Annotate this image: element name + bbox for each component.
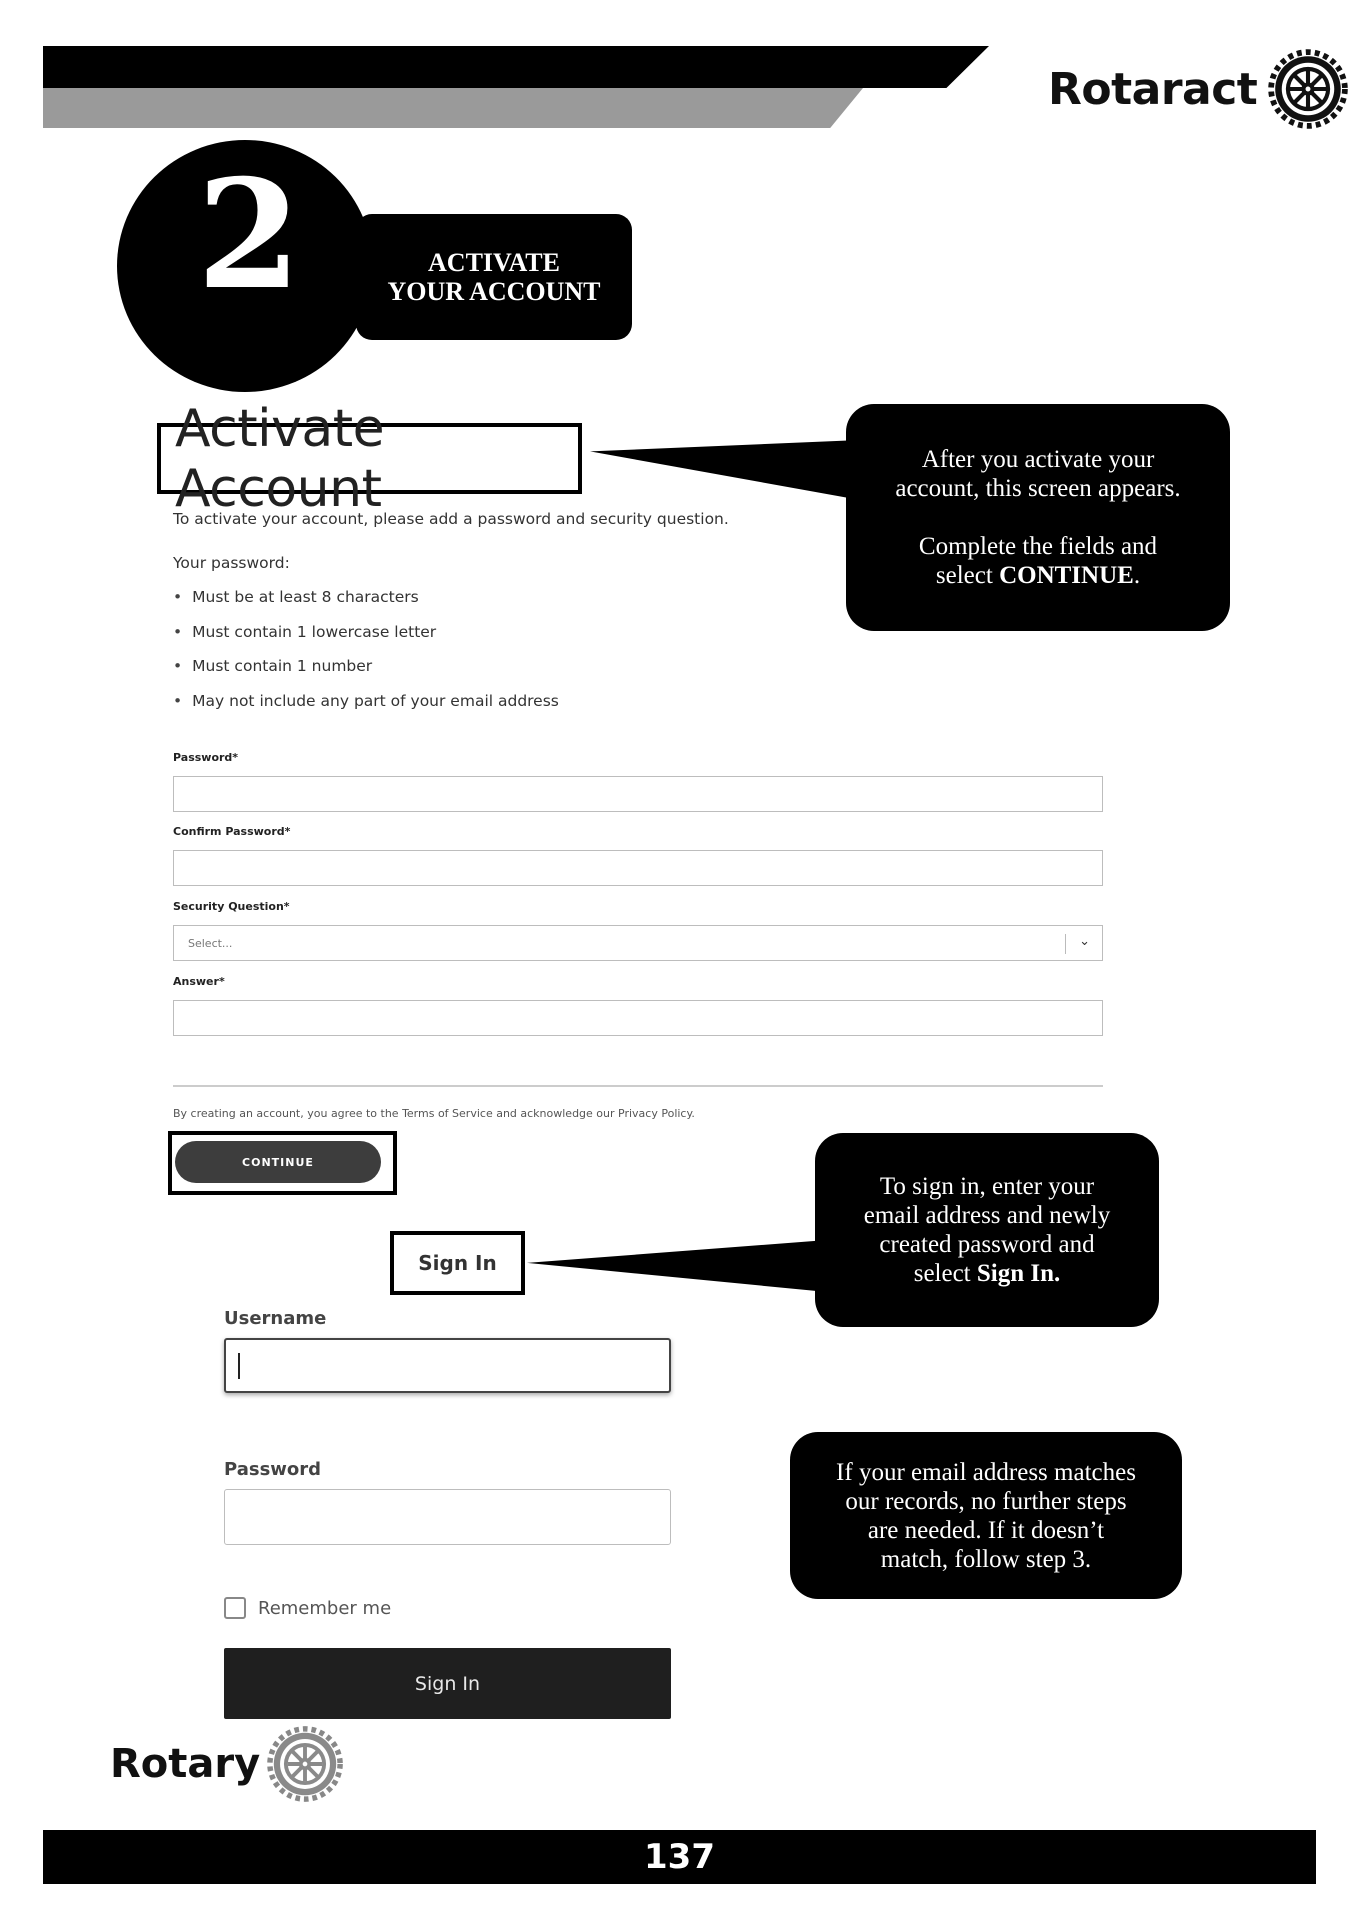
callout-pointer bbox=[527, 1240, 827, 1292]
sign-in-password-label: Password bbox=[224, 1459, 322, 1480]
rotary-logo bbox=[110, 1725, 344, 1803]
header-gray-bar bbox=[43, 88, 863, 128]
confirm-password-label: Confirm Password* bbox=[173, 825, 291, 838]
callout-email-match bbox=[790, 1432, 1182, 1599]
remember-me[interactable] bbox=[224, 1597, 391, 1619]
step-title-line-1: ACTIVATE bbox=[428, 248, 560, 277]
remember-me-label: Remember me bbox=[258, 1597, 392, 1619]
rotary-wheel-icon bbox=[1267, 48, 1349, 130]
callout-text: If your email address matches bbox=[836, 1458, 1136, 1486]
callout-text: are needed. If it doesn’t bbox=[867, 1516, 1105, 1544]
callout-text: match, follow step 3. bbox=[880, 1545, 1092, 1573]
password-rule: • Must be at least 8 characters bbox=[173, 588, 559, 623]
header-black-bar bbox=[43, 46, 989, 88]
callout-text: select bbox=[913, 1260, 977, 1287]
security-question-select[interactable] bbox=[173, 925, 1103, 961]
form-divider bbox=[173, 1085, 1103, 1087]
password-rules-heading: Your password: bbox=[173, 554, 290, 572]
callout-text: select bbox=[935, 562, 1000, 589]
step-title-line-2: YOUR ACCOUNT bbox=[387, 277, 601, 306]
password-rule: • Must contain 1 number bbox=[173, 657, 559, 692]
security-question-placeholder: Select... bbox=[188, 936, 233, 950]
callout-text: account, this screen appears. bbox=[895, 475, 1181, 502]
activate-account-title: Activate Account bbox=[175, 398, 385, 519]
callout-activate bbox=[846, 404, 1230, 631]
step-title-pill bbox=[356, 214, 632, 340]
password-field[interactable] bbox=[173, 776, 1103, 812]
sign-in-title: Sign In bbox=[418, 1251, 497, 1275]
activate-intro: To activate your account, please add a password and security question. bbox=[173, 510, 729, 528]
callout-text: our records, no further steps bbox=[845, 1487, 1127, 1515]
page-footer bbox=[43, 1830, 1316, 1884]
callout-text: After you activate your bbox=[921, 446, 1155, 473]
terms-text: By creating an account, you agree to the Terms of Service and acknowledge our Privacy Policy. bbox=[173, 1107, 695, 1120]
activate-account-title-box bbox=[157, 398, 582, 519]
confirm-password-field[interactable] bbox=[173, 850, 1103, 886]
callout-text-line bbox=[936, 561, 1140, 590]
security-question-label: Security Question* bbox=[173, 900, 290, 913]
rotary-wordmark: Rotary bbox=[110, 1741, 261, 1787]
callout-text: . bbox=[1133, 562, 1141, 589]
sign-in-title-box bbox=[390, 1231, 525, 1295]
remember-me-checkbox[interactable] bbox=[224, 1597, 246, 1619]
sign-in-password-input[interactable] bbox=[224, 1489, 671, 1545]
callout-text-line bbox=[914, 1259, 1061, 1288]
username-input[interactable] bbox=[224, 1338, 671, 1393]
select-divider bbox=[1065, 934, 1066, 954]
rotaract-logo bbox=[1048, 48, 1349, 130]
password-rules-list bbox=[173, 588, 559, 726]
continue-button[interactable]: CONTINUE bbox=[175, 1141, 381, 1183]
sign-in-button[interactable]: Sign In bbox=[224, 1648, 671, 1719]
callout-text: To sign in, enter your bbox=[879, 1173, 1095, 1200]
chevron-down-icon[interactable]: ⌄ bbox=[1079, 934, 1090, 949]
callout-text: email address and newly bbox=[863, 1202, 1111, 1229]
rotaract-wordmark: Rotaract bbox=[1048, 63, 1258, 115]
answer-label: Answer* bbox=[173, 975, 225, 988]
callout-sign-in bbox=[815, 1133, 1159, 1327]
step-number: 2 bbox=[196, 147, 302, 323]
callout-bold-text: CONTINUE bbox=[999, 562, 1134, 589]
callout-text: Complete the fields and bbox=[918, 533, 1158, 560]
callout-bold-text: Sign In. bbox=[976, 1260, 1061, 1287]
page-number: 137 bbox=[644, 1837, 715, 1877]
rotary-wheel-icon bbox=[266, 1725, 344, 1803]
password-label: Password* bbox=[173, 751, 239, 764]
callout-pointer bbox=[590, 440, 860, 500]
text-caret bbox=[238, 1353, 240, 1379]
password-rule: • Must contain 1 lowercase letter bbox=[173, 623, 559, 658]
password-rule: • May not include any part of your email address bbox=[173, 692, 559, 727]
answer-field[interactable] bbox=[173, 1000, 1103, 1036]
username-label: Username bbox=[224, 1308, 327, 1329]
callout-text: created password and bbox=[879, 1231, 1095, 1258]
